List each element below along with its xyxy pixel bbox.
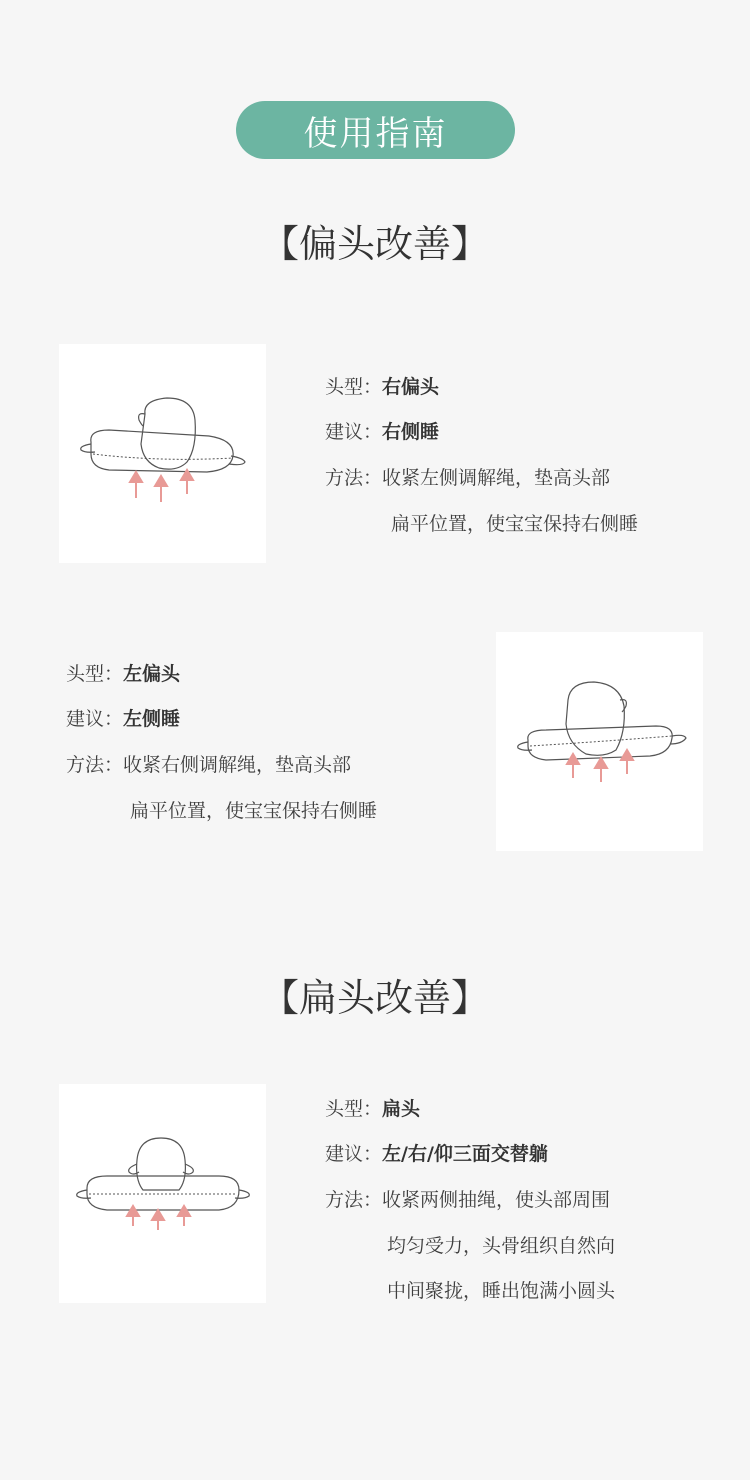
- method-row: [325, 463, 610, 490]
- head-type-row: [325, 1094, 420, 1121]
- method-row: [325, 1185, 610, 1212]
- guide-badge: 使用指南: [236, 101, 515, 159]
- method-line-2: 扁平位置，使宝宝保持右侧睡: [130, 800, 378, 822]
- method-row: [66, 750, 351, 777]
- section-title-flat: 【扁头改善】: [260, 976, 489, 1020]
- pillow-illustration-flat: [59, 1084, 266, 1303]
- advice-value: 左侧睡: [123, 708, 181, 730]
- head-type-label: 头型：: [325, 376, 383, 398]
- method-line-1: 收紧两侧抽绳，使头部周围: [382, 1189, 611, 1211]
- head-type-value: 右偏头: [382, 376, 440, 398]
- method-label: 方法：: [66, 754, 124, 776]
- head-type-row: [66, 659, 180, 686]
- info-left-tilt: [66, 659, 466, 839]
- method-line-2: 均匀受力，头骨组织自然向: [387, 1235, 616, 1257]
- method-line-1: 收紧左侧调解绳，垫高头部: [382, 467, 611, 489]
- head-type-value: 左偏头: [123, 663, 181, 685]
- pillow-illustration-right-tilt: [59, 344, 266, 563]
- advice-value: 右侧睡: [382, 421, 440, 443]
- advice-row: [325, 1139, 548, 1166]
- head-type-label: 头型：: [66, 663, 124, 685]
- pillow-head-left-icon: [496, 632, 703, 851]
- advice-label: 建议：: [66, 708, 124, 730]
- head-type-value: 扁头: [382, 1098, 421, 1120]
- head-type-label: 头型：: [325, 1098, 383, 1120]
- head-type-row: [325, 372, 439, 399]
- method-label: 方法：: [325, 467, 383, 489]
- advice-label: 建议：: [325, 1143, 383, 1165]
- info-flat: [325, 1094, 705, 1314]
- pillow-illustration-left-tilt: [496, 632, 703, 851]
- pillow-head-flat-icon: [59, 1084, 266, 1303]
- method-line-2: 扁平位置，使宝宝保持右侧睡: [391, 513, 639, 535]
- pillow-head-right-icon: [59, 344, 266, 563]
- method-line-3: 中间聚拢，睡出饱满小圆头: [387, 1280, 616, 1302]
- advice-label: 建议：: [325, 421, 383, 443]
- section-title-tilt: 【偏头改善】: [260, 222, 489, 266]
- method-line-1: 收紧右侧调解绳，垫高头部: [123, 754, 352, 776]
- advice-row: [325, 417, 439, 444]
- advice-value: 左/右/仰三面交替躺: [382, 1143, 548, 1165]
- method-label: 方法：: [325, 1189, 383, 1211]
- info-right-tilt: [325, 372, 705, 552]
- advice-row: [66, 704, 180, 731]
